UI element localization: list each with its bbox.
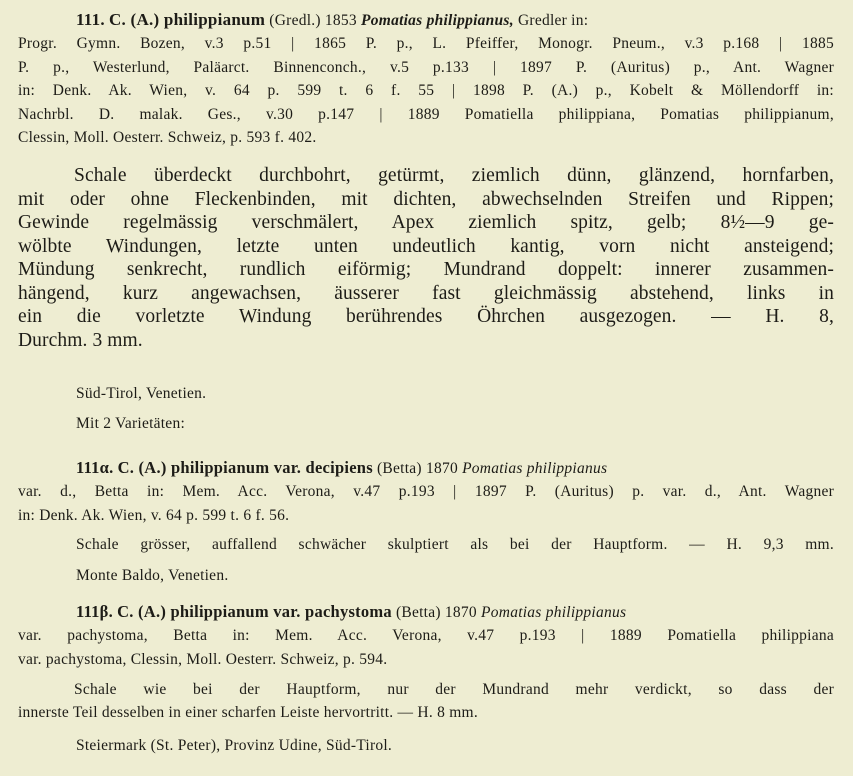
variety-author: (Betta) — [391, 604, 441, 621]
varieties-note — [76, 412, 185, 435]
entry-number: 111. — [76, 10, 105, 29]
description-line: ein die vorletzte Windung berührendes Öhrchen ausgezogen. — H. 8, — [18, 306, 834, 327]
variety-author: (Betta) — [372, 460, 422, 477]
description-line: hängend, kurz angewachsen, äusserer fast gleichmässig abstehend, links in — [18, 282, 834, 304]
distribution-text: Steiermark (St. Peter), Provinz Udine, Süd-Tirol. — [76, 737, 393, 754]
species-name: C. (A.) philippianum — [109, 10, 266, 29]
year: 1870 — [421, 460, 463, 477]
synonym-name: Pomatias philippianus, — [361, 12, 514, 29]
description-line: Schale grösser, auffallend schwächer skulptiert als bei der Hauptform. — H. 9,3 mm. — [76, 536, 834, 553]
variety-number: 111α. — [76, 458, 114, 477]
description-line: Gewinde regelmässig verschmälert, Apex ziemlich spitz, gelb; 8½—9 ge- — [18, 212, 834, 233]
distribution-text: Monte Baldo, Venetien. — [76, 567, 229, 584]
entry-111-description — [18, 164, 834, 352]
year: 1853 — [320, 12, 362, 29]
entry-111-synonymy — [18, 8, 834, 149]
variety-b-heading — [18, 600, 834, 624]
synonymy-line: var. pachystoma, Clessin, Moll. Oesterr. Schweiz, p. 594. — [18, 650, 388, 668]
description-line: wölbte Windungen, letzte unten undeutlich kantig, vorn nicht ansteigend; — [18, 235, 834, 257]
synonymy-line: Progr. Gymn. Bozen, v.3 p.51 | 1865 P. p., L. Pfeiffer, Monogr. Pneum., v.3 p.168 | 1885 — [18, 35, 834, 53]
description-line: mit oder ohne Fleckenbinden, mit dichten, abwechselnden Streifen und Rippen; — [18, 188, 834, 210]
synonymy-line: var. d., Betta in: Mem. Acc. Verona, v.47 p.193 | 1897 P. (Auritus) p. var. d., Ant. Wagner — [18, 483, 834, 501]
synonymy-line: in: Denk. Ak. Wien, v. 64 p. 599 t. 6 f. 55 | 1898 P. (A.) p., Kobelt & Möllendorff in: — [18, 82, 834, 100]
synonymy-line: in: Denk. Ak. Wien, v. 64 p. 599 t. 6 f. 56. — [18, 506, 290, 524]
species-author: (Gredl.) — [265, 12, 321, 29]
synonym-name: Pomatias philippianus — [481, 604, 627, 621]
synonym-name: Pomatias philippianus — [462, 460, 608, 477]
variety-b-synonymy — [18, 600, 834, 671]
entry-111-heading — [18, 8, 834, 32]
distribution-text: Süd-Tirol, Venetien. — [76, 385, 207, 402]
variety-b-description — [18, 678, 834, 725]
variety-a-description — [76, 533, 834, 556]
variety-b-distribution — [76, 734, 392, 757]
variety-name: C. (A.) philippianum var. decipiens — [117, 458, 373, 477]
variety-a-heading — [18, 456, 834, 480]
variety-a-synonymy — [18, 456, 834, 527]
description-line: innerste Teil desselben in einer scharfen Leiste hervortritt. — H. 8 mm. — [18, 704, 478, 722]
citation-text: Gredler in: — [513, 12, 589, 29]
description-line: Durchm. 3 mm. — [18, 329, 143, 351]
description-line: Schale überdeckt durchbohrt, getürmt, ziemlich dünn, glänzend, hornfarben, — [74, 165, 834, 186]
variety-name: C. (A.) philippianum var. pachystoma — [117, 602, 392, 621]
description-line: Schale wie bei der Hauptform, nur der Mundrand mehr verdickt, so dass der — [74, 681, 834, 698]
synonymy-line: Nachrbl. D. malak. Ges., v.30 p.147 | 1889 Pomatiella philippiana, Pomatias philippianum, — [18, 105, 834, 123]
entry-111-distribution — [76, 382, 206, 405]
year: 1870 — [440, 604, 482, 621]
varieties-text: Mit 2 Varietäten: — [76, 415, 185, 432]
synonymy-line: var. pachystoma, Betta in: Mem. Acc. Verona, v.47 p.193 | 1889 Pomatiella philippiana — [18, 627, 834, 645]
variety-number: 111β. — [76, 602, 113, 621]
synonymy-line: Clessin, Moll. Oesterr. Schweiz, p. 593 f. 402. — [18, 129, 317, 147]
variety-a-distribution — [76, 564, 228, 587]
description-line: Mündung senkrecht, rundlich eiförmig; Mundrand doppelt: innerer zusammen- — [18, 259, 834, 280]
synonymy-line: P. p., Westerlund, Paläarct. Binnenconch., v.5 p.133 | 1897 P. (Auritus) p., Ant. Wagner — [18, 58, 834, 76]
